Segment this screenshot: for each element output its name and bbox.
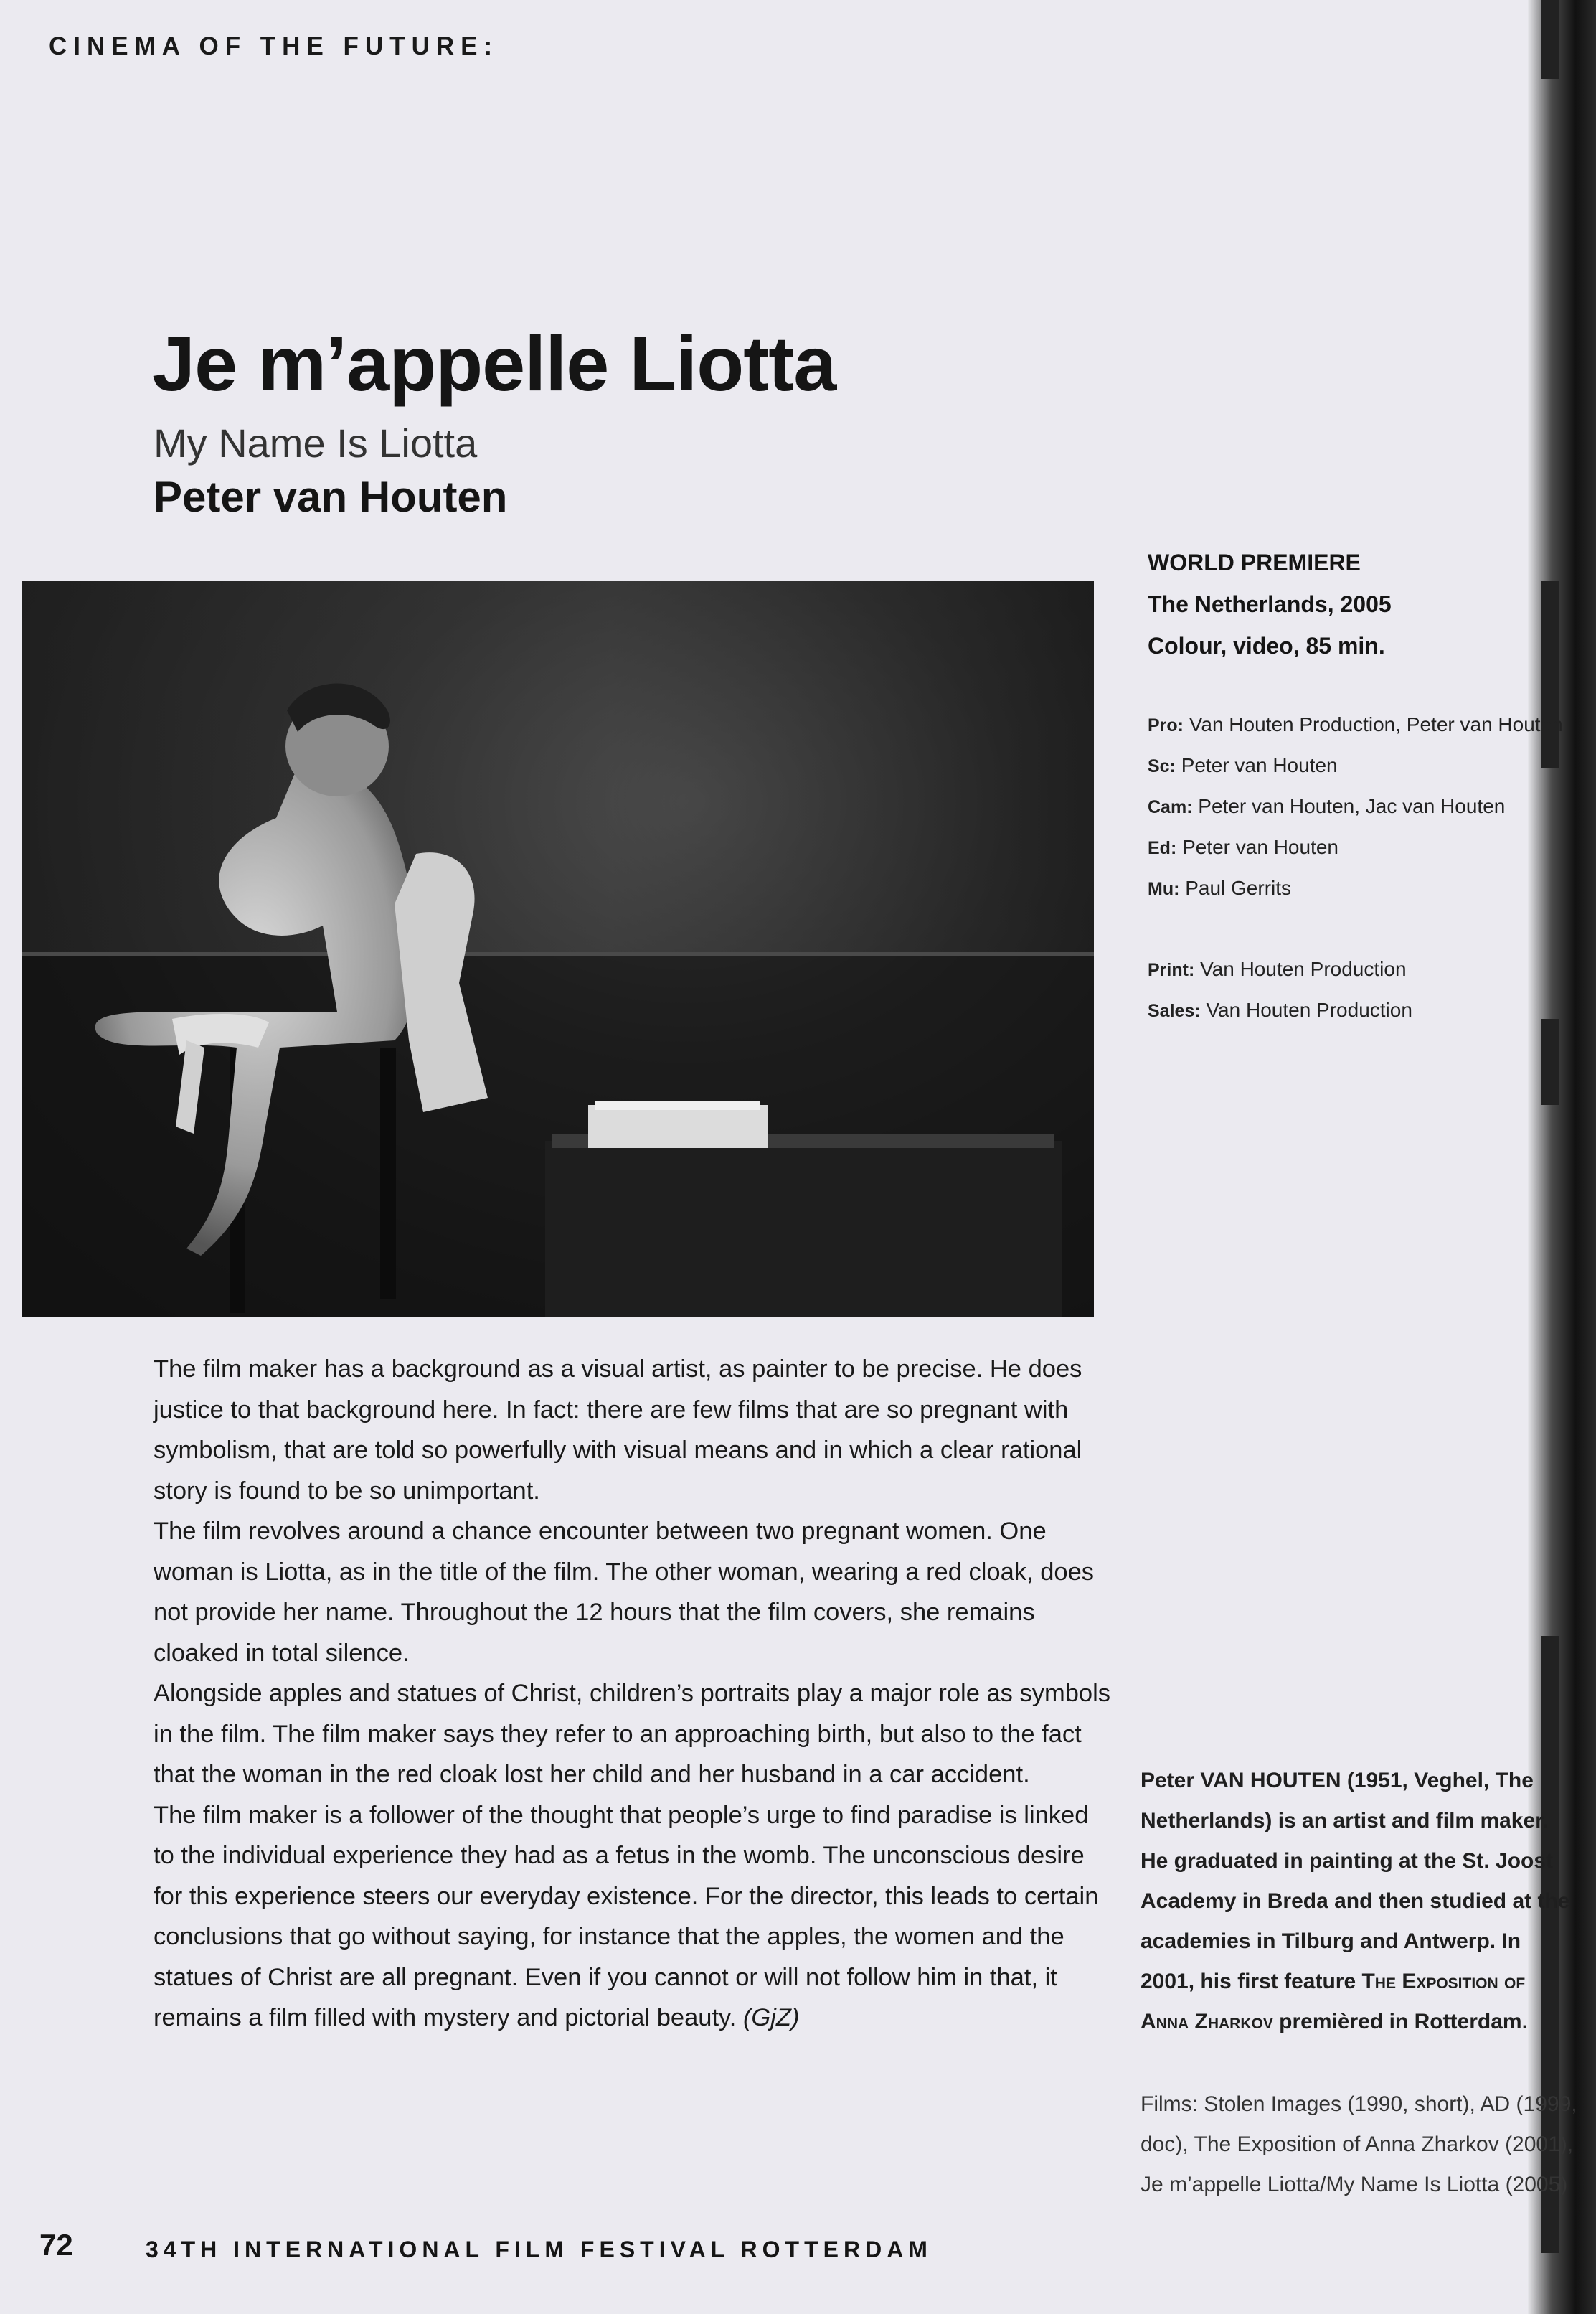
bio-text-end: premièred in Rotterdam. <box>1279 2010 1528 2033</box>
credits-list <box>1148 705 1563 1031</box>
credit-label: Pro: <box>1148 715 1184 735</box>
credit-row <box>1148 786 1563 827</box>
description-text: The film maker is a follower of the thought that people’s urge to find paradise is linked to the individual experience they had as a fetus in the womb. The unconscious desire for this experience steers our everyday existence. For the director, this leads to certain conclusions that go without saying, for instance that the apples, the women and the statues of Christ are all pregnant. Even if you cannot or will not follow him in that, it remains a film filled with mystery and pictorial beauty. <box>154 1801 1099 2031</box>
film-title: Je m’appelle Liotta <box>152 320 836 407</box>
credit-row <box>1148 827 1563 868</box>
film-still-photo <box>22 581 1094 1317</box>
description-paragraph: The film maker has a background as a visual artist, as painter to be precise. He does justice to that background here. In fact: there are few films that are so pregnant with symbolism, that are told so powerfully with visual means and in which a clear rational story is found to be so unimportant. <box>154 1355 1082 1505</box>
scan-streak <box>1541 0 1559 79</box>
premiere-status: WORLD PREMIERE <box>1148 550 1361 575</box>
credit-value: Peter van Houten, Jac van Houten <box>1198 795 1506 817</box>
distribution-label: Sales: <box>1148 1001 1201 1021</box>
credit-row <box>1148 705 1563 746</box>
section-header: CINEMA OF THE FUTURE: <box>49 32 499 60</box>
credit-label: Mu: <box>1148 879 1180 899</box>
description-paragraph: Alongside apples and statues of Christ, children’s portraits play a major role as symbols in the film. The film maker says they refer to an approaching birth, but also to the fact that the woman in the red cloak lost her child and her husband in a car accident. <box>154 1680 1111 1788</box>
credit-label: Sc: <box>1148 756 1176 776</box>
description-paragraph: The film revolves around a chance encounter between two pregnant women. One woman is Liotta, as in the title of the film. The other woman, wearing a red cloak, does not provide her name. Throughout the 12 hours that the film covers, she remains cloaked in total silence. <box>154 1518 1095 1667</box>
distribution-row <box>1148 990 1563 1031</box>
filmography: Films: Stolen Images (1990, short), AD (1999, doc), The Exposition of Anna Zharkov (2001), Je m’appelle Liotta/My Name Is Liotta (2005) <box>1141 2092 1577 2196</box>
film-english-title: My Name Is Liotta <box>154 420 478 466</box>
country-year: The Netherlands, 2005 <box>1148 591 1392 617</box>
credit-value: Paul Gerrits <box>1185 877 1292 899</box>
distribution-row <box>1148 949 1563 990</box>
bio-text: Peter VAN HOUTEN (1951, Veghel, The Netherlands) is an artist and film maker. He graduated in painting at the St. Joost Academy in Breda and then studied at the academies in Tilburg and Antwerp. In 2001, his first feature <box>1141 1769 1570 1993</box>
credit-value: Peter van Houten <box>1181 754 1338 776</box>
publication-footer: 34TH INTERNATIONAL FILM FESTIVAL ROTTERDAM <box>146 2237 932 2262</box>
film-description <box>154 1349 1115 2038</box>
film-director: Peter van Houten <box>154 473 508 521</box>
distribution-value: Van Houten Production <box>1200 958 1407 980</box>
credit-label: Cam: <box>1148 797 1193 817</box>
credit-label: Ed: <box>1148 838 1177 858</box>
distribution-value: Van Houten Production <box>1206 999 1412 1021</box>
screening-info <box>1148 542 1392 667</box>
bio-feature-title: The Exposition of Anna Zharkov <box>1141 1970 1526 2033</box>
director-biography <box>1141 1761 1571 2042</box>
distribution-label: Print: <box>1148 960 1195 980</box>
spacer <box>1148 909 1563 949</box>
film-still-illustration <box>22 581 1094 1317</box>
credit-row <box>1148 746 1563 786</box>
author-signature: (GjZ) <box>742 2004 800 2031</box>
credit-row <box>1148 868 1563 909</box>
page-number: 72 <box>39 2228 73 2262</box>
credit-value: Peter van Houten <box>1182 836 1338 858</box>
description-paragraph <box>154 1795 1115 2038</box>
scan-streak <box>1541 1019 1559 1105</box>
credit-value: Van Houten Production, Peter van Houten <box>1189 713 1563 735</box>
format-runtime: Colour, video, 85 min. <box>1148 633 1385 659</box>
